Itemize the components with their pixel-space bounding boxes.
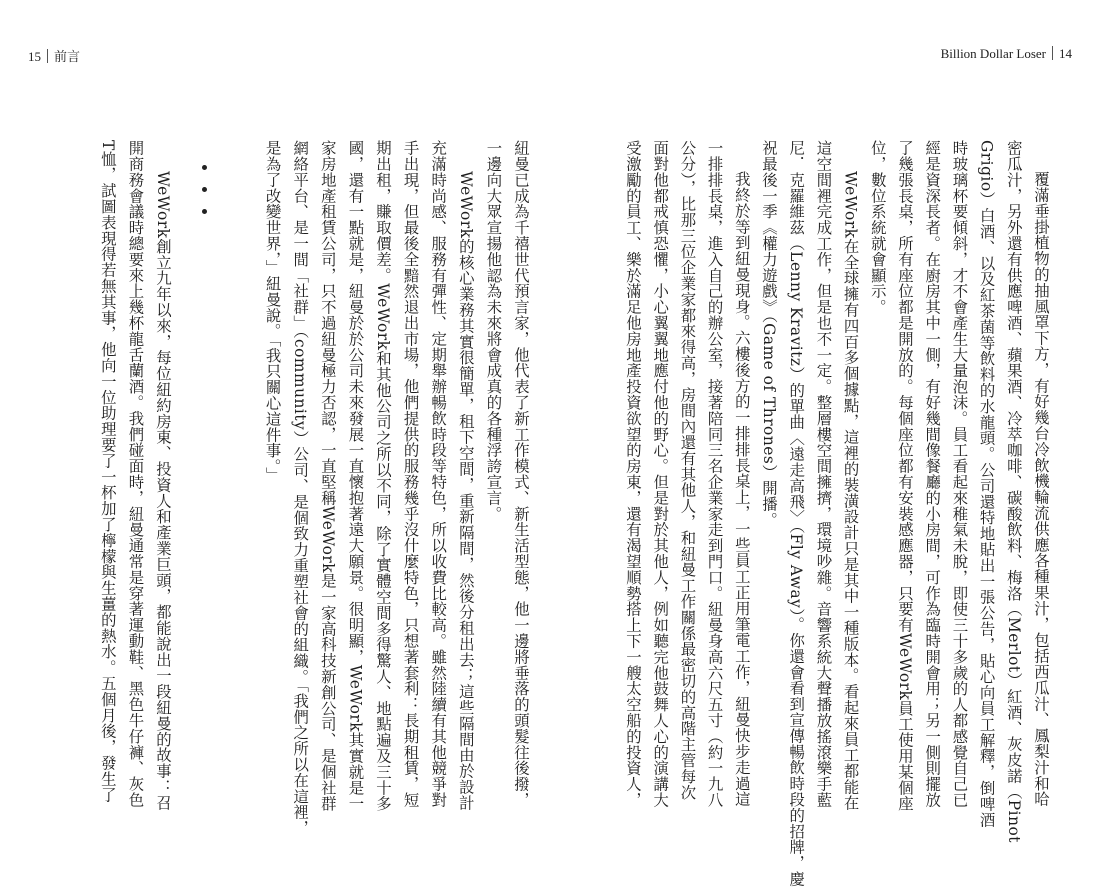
text-column: 國，還有一點就是，紐曼於於公司未來發展一直懷抱著遠大願景。很明顯，WeWork其實就是一 xyxy=(346,140,365,812)
book-title: Billion Dollar Loser xyxy=(940,46,1046,61)
text-column: 開商務會議時總要來上幾杯龍舌蘭酒。我們碰面時，紐曼通常是穿著運動鞋、黑色牛仔褲、灰色 xyxy=(126,140,145,808)
text-column: 是為了改變世界，」紐曼說。「我只關心這件事。」 xyxy=(263,140,282,483)
right-page-number: 14 xyxy=(1059,46,1072,61)
text-column: 尼．克羅維茲（Lenny Kravitz）的單曲〈遠走高飛〉（Fly Away）。你還會看到宣傳暢飲時段的招牌，慶 xyxy=(787,140,806,887)
text-column: 時玻璃杯要傾斜，才不會產生大量泡沫。員工看起來稚氣未脫，即使三十多歲的人都感覺自己已 xyxy=(950,140,969,808)
text-column: Grigio）白酒、以及紅茶菌等飲料的水龍頭。公司還特地貼出一張公告，貼心向員工解釋，倒啤酒 xyxy=(977,140,996,828)
dot-icon xyxy=(202,209,207,214)
text-column: 家房地產租賃公司，只不過紐曼極力否認，一直堅稱WeWork是一家高科技新創公司、是個社群 xyxy=(318,140,337,812)
text-column: WeWork的核心業務其實很簡單，租下空間，重新隔間，然後分租出去；這些隔間由於設計 xyxy=(456,171,475,811)
text-column: 經是資深長者。在廚房其中一側，有好幾間像餐廳的小房間，可作為臨時開會用；另一側則擺放 xyxy=(923,140,942,808)
text-column: 我終於等到紐曼現身。六樓後方的一排排長桌上，一些員工正用筆電工作，紐曼快步走過這 xyxy=(732,171,751,807)
text-column: 手出現，但最後全黯然退出市場，他們提供的服務幾乎沒什麼特色，只想著套利：長期租賃，短 xyxy=(401,140,420,808)
text-column: 受激勵的員工、樂於滿足他房地產投資欲望的房東，還有渴望順勢搭上下一艘太空船的投資人， xyxy=(624,140,642,808)
left-page xyxy=(30,0,550,854)
text-column: 一邊向大眾宣揚他認為未來將會成真的各種浮誇宣言。 xyxy=(484,140,503,522)
text-column: WeWork創立九年以來，每位紐約房東、投資人和產業巨頭，都能說出一段紐曼的故事：召 xyxy=(154,171,172,811)
text-column: 充滿時尚感、服務有彈性、定期舉辦暢飲時段等特色，所以收費比較高。雖然陸續有其他競爭對 xyxy=(429,140,448,808)
text-column: WeWork在全球擁有四百多個據點，這裡的裝潢設計只是其中一種版本。看起來員工都能在 xyxy=(841,171,860,811)
left-page-number: 15 xyxy=(28,49,41,64)
text-column: T恤，試圖表現得若無其事，他向一位助理要了一杯加了檸檬與生薑的熱水。五個月後，發生了 xyxy=(98,140,117,803)
section-break-dots xyxy=(202,165,210,231)
dot-icon xyxy=(202,165,207,170)
text-column: 祝最後一季《權力遊戲》（Game of Thrones）開播。 xyxy=(760,140,778,528)
text-column: 了幾張長桌，所有座位都是開放的。每個座位都有安裝感應器，只要有WeWork員工使用某個座 xyxy=(896,140,914,812)
text-column: 位，數位系統就會顯示。 xyxy=(868,140,887,315)
text-column: 期出租，賺取價差。WeWork和其他公司之所以不同，除了實體空間多得驚人、地點遍及三十多 xyxy=(374,140,392,812)
text-column: 面對他都戒慎恐懼，小心翼翼地應付他的野心。但是對於其他人，例如聽完他鼓舞人心的演講大 xyxy=(651,140,670,808)
left-section-title: 前言 xyxy=(54,49,81,64)
text-column: 覆滿垂掛植物的抽風罩下方，有好幾台冷飲機輪流供應各種果汁，包括西瓜汁、鳳梨汁和哈 xyxy=(1032,171,1050,807)
right-page xyxy=(570,0,1070,887)
dot-icon xyxy=(202,187,207,192)
text-column: 網絡平台、是一間「社群」（community）公司、是個致力重塑社會的組織。「我們之所以在這裡， xyxy=(291,140,310,836)
text-column: 這空間裡完成工作，但是也不一定。整層樓空間擁擠，環境吵雜。音響系統大聲播放搖滾樂手藍 xyxy=(814,140,833,808)
text-column: 紐曼已成為千禧世代預言家，他代表了新工作模式、新生活型態，他一邊將垂落的頭髮往後撥， xyxy=(512,140,530,808)
text-column: 公分），比那三位企業家都來得高，房間內還有其他人，和紐曼工作關係最密切的高階主管每次 xyxy=(678,140,697,801)
text-column: 一排排長桌，進入自己的辦公室，接著陪同三名企業家走到門口。紐曼身高六尺五寸（約一九八 xyxy=(705,140,724,808)
text-column: 密瓜汁，另外還有供應啤酒、蘋果酒、冷萃咖啡、碳酸飲料、梅洛（Merlot）紅酒、灰皮諾（Pinot xyxy=(1004,140,1023,843)
